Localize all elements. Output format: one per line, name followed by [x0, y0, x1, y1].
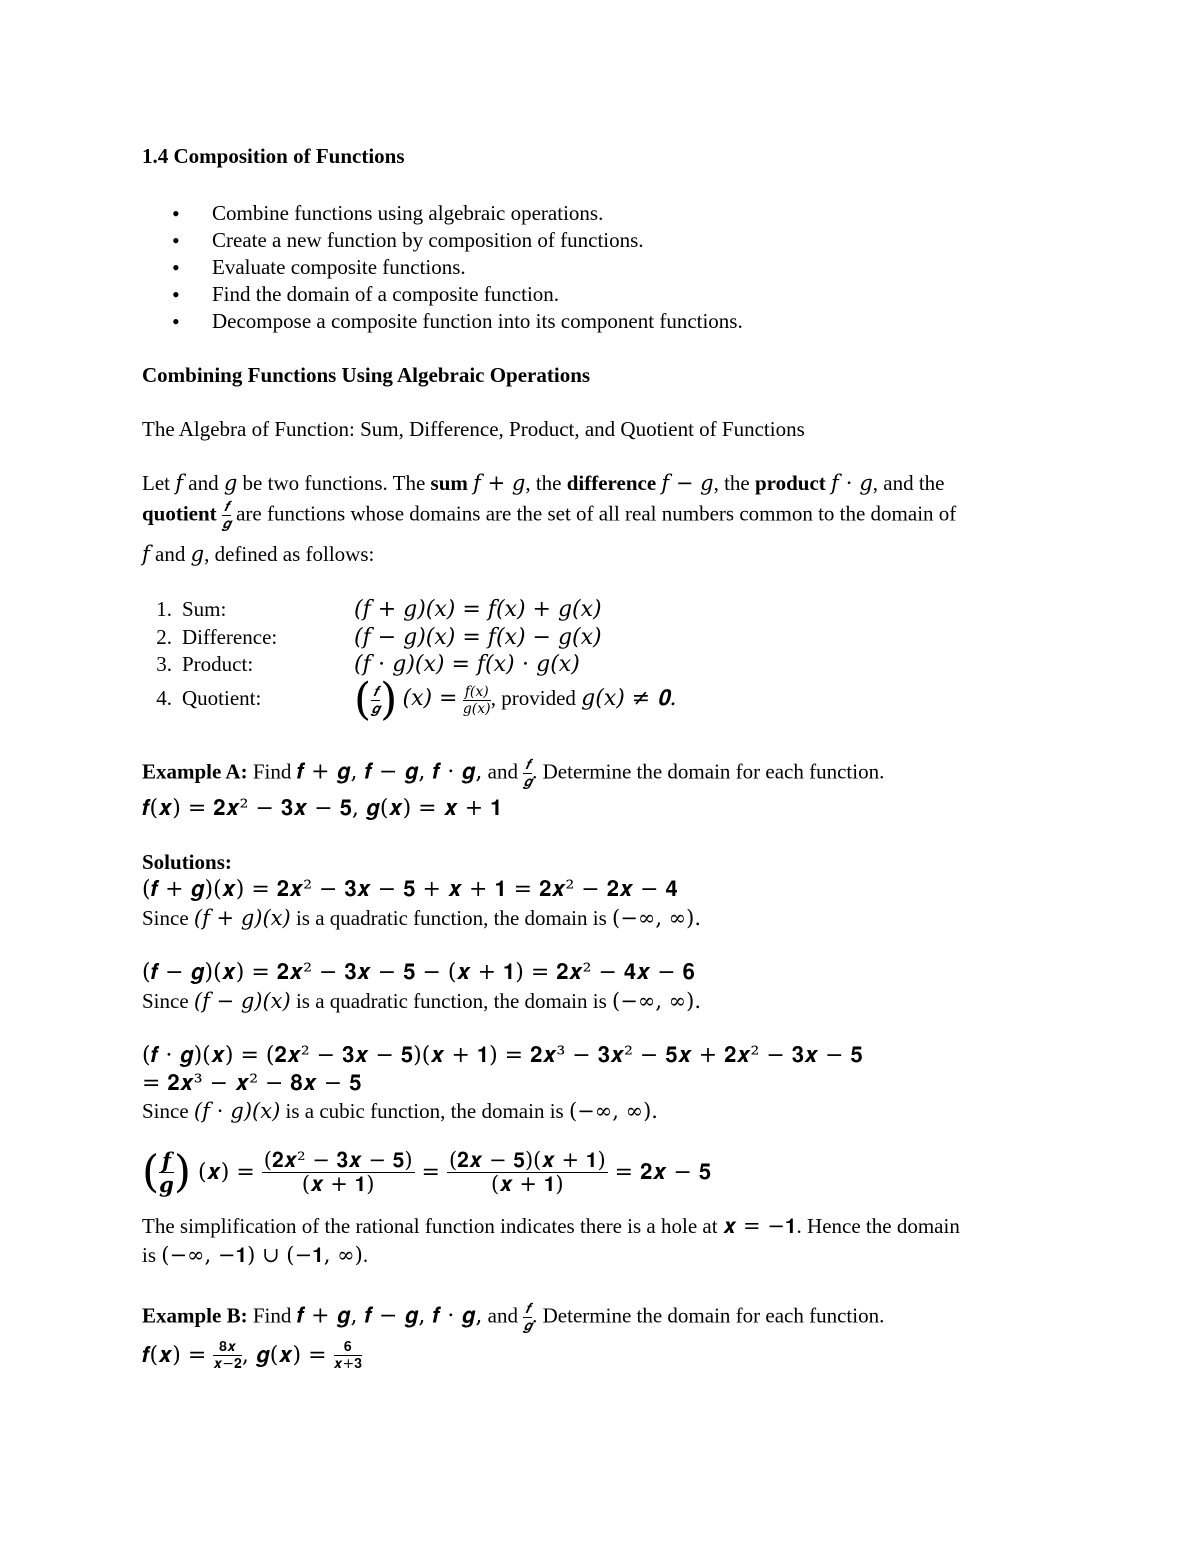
solution-text: is a quadratic function, the domain is — [295, 989, 607, 1013]
intro-line-2 — [142, 500, 956, 531]
math-g: 𝑔 — [190, 542, 205, 566]
subheading: Combining Functions Using Algebraic Operations — [142, 363, 591, 387]
example-text: and — [487, 759, 518, 784]
fraction-fx-over-gx: $\frac{\text{𝑓(𝑥)}}{\text{𝑔(𝑥)}}$ — [462, 683, 491, 717]
intro-text: , the — [713, 471, 750, 495]
intro-text: , defined as follows: — [204, 542, 375, 566]
solution-text: Since — [142, 989, 189, 1013]
term-difference: difference — [566, 471, 657, 495]
intro-text: and — [188, 471, 219, 495]
term-sum: sum — [430, 471, 468, 495]
big-paren: ) — [173, 1146, 192, 1198]
fraction-f-over-g: $\frac{\text{𝒇}}{\text{𝒈}}$ — [371, 683, 381, 717]
solution-difference-equation: (𝒇 − 𝒈)(𝒙) = 𝟐𝒙² − 𝟑𝒙 − 𝟓 − (𝒙 + 𝟏) = 𝟐𝒙² − 𝟒𝒙 − 𝟔 — [142, 960, 695, 985]
definition-quotient — [142, 674, 677, 725]
math-g: 𝑔 — [223, 471, 238, 495]
fraction-quotient-2: $\frac{\text{(𝟐𝒙 − 𝟓)(𝒙 + 𝟏)}}{\text{(𝒙 + 𝟏)}}$ — [448, 1148, 606, 1196]
fraction-quotient-1: $\frac{\text{(𝟐𝒙² − 𝟑𝒙 − 𝟓)}}{\text{(𝒙 + 𝟏)}}$ — [263, 1148, 413, 1196]
solution-sum-equation: (𝒇 + 𝒈)(𝒙) = 𝟐𝒙² − 𝟑𝒙 − 𝟓 + 𝒙 + 𝟏 = 𝟐𝒙² − 𝟐𝒙 − 𝟒 — [142, 877, 678, 902]
fraction-f-over-g: $\frac{\text{𝒇}}{\text{𝒈}}$ — [221, 499, 231, 532]
solution-text: Since — [142, 1099, 189, 1123]
math-f-minus-g: 𝑓 − 𝑔 — [661, 471, 714, 495]
domain-value: (−∞, ∞). — [612, 906, 702, 930]
math-expr: (𝑓 + 𝑔)(𝑥) — [193, 906, 291, 930]
math-expr: = 𝟐𝒙 − 𝟓 — [614, 1160, 712, 1185]
example-b-heading — [142, 1302, 884, 1333]
math-expr: (𝑓 − 𝑔)(𝑥) — [193, 989, 291, 1013]
definition-label: Quotient: — [182, 685, 262, 710]
math-expr: (𝒙) = — [198, 1160, 255, 1185]
solution-hole-line-2 — [142, 1243, 368, 1268]
solution-text: Since — [142, 906, 189, 930]
math-expr: (𝑥) = — [402, 685, 458, 711]
definition-label: Sum: — [182, 597, 227, 621]
example-a-functions: 𝒇(𝒙) = 𝟐𝒙² − 𝟑𝒙 − 𝟓, 𝒈(𝒙) = 𝒙 + 𝟏 — [142, 796, 503, 821]
solution-sum-domain — [142, 906, 701, 931]
fraction-f-def: $\frac{\text{𝟖𝒙}}{\text{𝒙−𝟐}}$ — [213, 1339, 242, 1372]
algebra-title: The Algebra of Function: Sum, Difference, Product, and Quotient of Functions — [142, 417, 805, 441]
definition-formula: (𝑓 − 𝑔)(𝑥) = 𝑓(𝑥) − 𝑔(𝑥) — [354, 625, 602, 650]
math-expr: 𝒇 + 𝒈, 𝒇 − 𝒈, 𝒇 ⋅ 𝒈, — [296, 759, 483, 785]
solutions-heading: Solutions: — [142, 850, 232, 874]
definition-formula: (𝑓 + 𝑔)(𝑥) = 𝑓(𝑥) + 𝑔(𝑥) — [354, 597, 602, 622]
section-title: 1.4 Composition of Functions — [142, 144, 405, 168]
math-expr: 𝒇 + 𝒈, 𝒇 − 𝒈, 𝒇 ⋅ 𝒈, — [296, 1303, 483, 1329]
definition-difference — [142, 625, 602, 650]
domain-value: (−∞, −𝟏) ∪ (−𝟏, ∞) — [161, 1243, 363, 1267]
definition-number: 2. — [156, 625, 172, 649]
example-text: Find — [252, 759, 292, 784]
solution-text: . — [362, 1243, 369, 1267]
intro-line-3 — [142, 542, 374, 567]
intro-text: are functions whose domains are the set of all real numbers common to the domain of — [236, 501, 957, 526]
math-f: 𝑓 — [175, 471, 184, 495]
intro-text: , the — [525, 471, 562, 495]
solution-text: is — [142, 1243, 157, 1267]
definition-number: 1. — [156, 597, 172, 621]
list-item: • Evaluate composite functions. — [142, 254, 743, 281]
objectives-list — [142, 200, 743, 335]
intro-text: Let — [142, 471, 170, 495]
math-f-plus-g: 𝑓 + 𝑔 — [473, 471, 526, 495]
definition-sum — [142, 597, 602, 622]
list-item: • Combine functions using algebraic operations. — [142, 200, 743, 227]
math-expr: = — [421, 1160, 440, 1185]
example-label: Example B: — [142, 1303, 248, 1328]
term-quotient: quotient — [142, 501, 217, 526]
example-b-functions — [142, 1340, 362, 1371]
math-expr: 𝒇(𝒙) = — [142, 1343, 207, 1368]
solution-difference-domain — [142, 989, 701, 1014]
solution-product-equation: (𝒇 ⋅ 𝒈)(𝒙) = (𝟐𝒙² − 𝟑𝒙 − 𝟓)(𝒙 + 𝟏) = 𝟐𝒙³ − 𝟑𝒙² − 𝟓𝒙 + 𝟐𝒙² − 𝟑𝒙 − 𝟓 — [142, 1043, 863, 1068]
example-text: Find — [252, 1303, 292, 1328]
definition-number: 4. — [156, 685, 172, 710]
definition-condition: 𝑔(𝑥) ≠ 𝟎. — [581, 685, 677, 711]
domain-value: (−∞, ∞). — [612, 989, 702, 1013]
definition-label: Difference: — [182, 625, 278, 649]
math-f: 𝑓 — [142, 542, 150, 566]
example-label: Example A: — [142, 759, 248, 784]
list-item: • Decompose a composite function into its component functions. — [142, 308, 743, 335]
list-item: • Find the domain of a composite function. — [142, 281, 743, 308]
intro-text: be two functions. The — [242, 471, 426, 495]
fraction-f-over-g: $\frac{\text{𝒇}}{\text{𝒈}}$ — [159, 1148, 174, 1197]
solution-hole-line-1 — [142, 1214, 960, 1239]
domain-value: (−∞, ∞). — [568, 1099, 658, 1123]
math-expr: (𝑓 ⋅ 𝑔)(𝑥) — [193, 1099, 281, 1123]
solution-text: is a quadratic function, the domain is — [295, 906, 607, 930]
fraction-f-over-g: $\frac{\text{𝒇}}{\text{𝒈}}$ — [523, 1301, 533, 1334]
solution-text: The simplification of the rational function indicates there is a hole at — [142, 1214, 718, 1238]
example-text: . Determine the domain for each function. — [532, 1303, 885, 1328]
big-paren: ( — [142, 1146, 160, 1198]
solution-text: . Hence the domain — [796, 1214, 960, 1238]
definition-number: 3. — [156, 652, 172, 676]
math-f-dot-g: 𝑓 ⋅ 𝑔 — [831, 471, 873, 495]
example-a-heading — [142, 758, 884, 789]
solution-product-domain — [142, 1099, 658, 1124]
math-expr: , 𝒈(𝒙) = — [241, 1343, 327, 1368]
example-text: . Determine the domain for each function. — [532, 759, 885, 784]
intro-text: and — [155, 542, 186, 566]
definition-text: , provided — [490, 685, 576, 710]
big-paren: ) — [380, 674, 398, 725]
math-expr: 𝒙 = −𝟏 — [722, 1214, 797, 1238]
definition-label: Product: — [182, 652, 254, 676]
big-paren: ( — [354, 674, 372, 725]
fraction-g-def: $\frac{𝟔}{\text{𝒙+𝟑}}$ — [333, 1339, 363, 1372]
solution-text: is a cubic function, the domain is — [285, 1099, 564, 1123]
solution-quotient-equation — [142, 1146, 712, 1198]
intro-line-1 — [142, 471, 945, 496]
intro-text: , and the — [872, 471, 945, 495]
term-product: product — [754, 471, 826, 495]
example-text: and — [487, 1303, 518, 1328]
list-item: • Create a new function by composition of functions. — [142, 227, 743, 254]
solution-product-equation-2: = 𝟐𝒙³ − 𝒙² − 𝟖𝒙 − 𝟓 — [142, 1071, 362, 1096]
definition-formula: (𝑓 ⋅ 𝑔)(𝑥) = 𝑓(𝑥) ⋅ 𝑔(𝑥) — [354, 652, 580, 677]
fraction-f-over-g: $\frac{\text{𝒇}}{\text{𝒈}}$ — [523, 757, 533, 790]
